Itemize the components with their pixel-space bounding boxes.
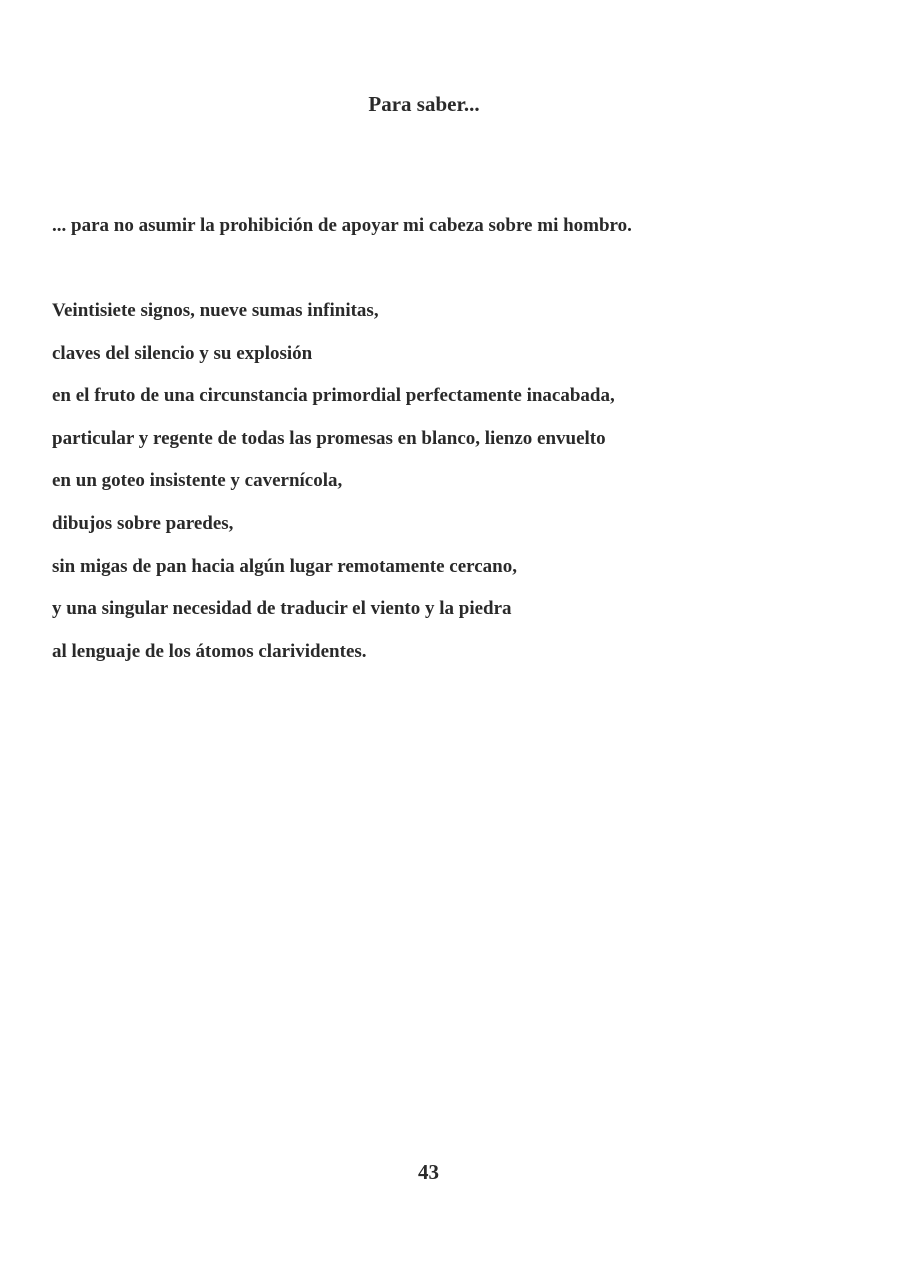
poem-verse: claves del silencio y su explosión [52,342,313,364]
poem-epigraph: ... para no asumir la prohibición de apoyar mi cabeza sobre mi hombro. [52,215,632,236]
poem-verse: particular y regente de todas las promesas en blanco, lienzo envuelto [52,427,606,449]
page-number: 43 [418,1160,439,1184]
poem-verse: Veintisiete signos, nueve sumas infinitas, [52,300,379,321]
poem-verse: y una singular necesidad de traducir el viento y la piedra [52,598,512,620]
poem-verse: al lenguaje de los átomos clarividentes. [52,640,367,662]
poem-title: Para saber... [368,92,480,116]
poem-stanza [52,297,872,680]
poem-verse: en un goteo insistente y cavernícola, [52,470,343,492]
poem-verse: dibujos sobre paredes, [52,512,234,534]
poem-verse: sin migas de pan hacia algún lugar remotamente cercano, [52,555,517,577]
poem-verse: en el fruto de una circunstancia primordial perfectamente inacabada, [52,385,615,407]
